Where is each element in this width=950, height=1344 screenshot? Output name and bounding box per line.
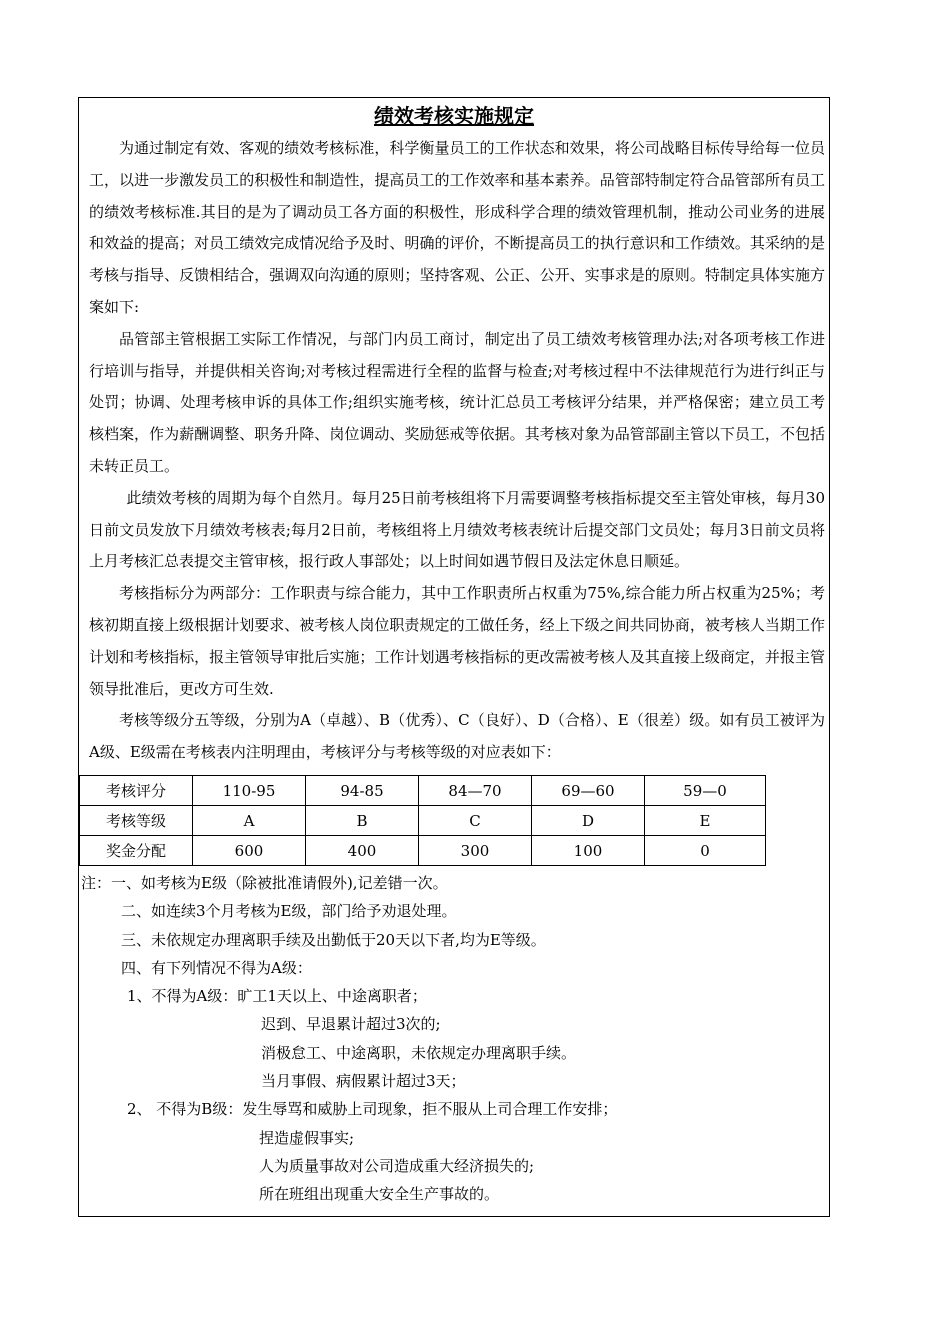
table-row [80, 776, 766, 806]
note-line: 捏造虚假事实; [259, 1128, 355, 1147]
paragraph-cycle: 此绩效考核的周期为每个自然月。每月25日前考核组将下月需要调整考核指标提交至主管处审核，每月30日前文员发放下月绩效考核表;每月2日前，考核组将上月绩效考核表统计后提交部门文员处；每月3日前文员将上月考核汇总表提交主管审核，报行政人事部处；以上时间如遇节假日及法定休息日顺延。 [89, 488, 825, 571]
document-body [89, 133, 825, 769]
document-title: 绩效考核实施规定 [374, 104, 534, 128]
table-cell: 100 [532, 836, 645, 866]
note-line: 注：一、如考核为E级（除被批准请假外),记差错一次。 [81, 874, 448, 892]
note-line: 迟到、早退累计超过3次的; [261, 1015, 441, 1034]
table-cell: 69—60 [532, 776, 645, 806]
table-cell: A [193, 806, 306, 836]
paragraph-grades: 考核等级分五等级，分别为A（卓越）、B（优秀）、C（良好）、D（合格）、E（很差）级。如有员工被评为A级、E级需在考核表内注明理由，考核评分与考核等级的对应表如下： [89, 711, 825, 762]
paragraph-indicators: 考核指标分为两部分：工作职责与综合能力，其中工作职责所占权重为75%,综合能力所占权重为25%；考核初期直接上级根据计划要求、被考核人岗位职责规定的工做任务，经上下级之间共同协商，被考核人当期工作计划和考核指标，报主管领导审批后实施；工作计划遇考核指标的更改需被考核人及其直接上级商定，并报主管领导批准后，更改方可生效. [89, 584, 825, 698]
table-cell: 400 [306, 836, 419, 866]
table-cell: C [419, 806, 532, 836]
note-line: 2、 不得为B级：发生辱骂和威胁上司现象，拒不服从上司合理工作安排； [127, 1100, 618, 1119]
note-line: 当月事假、病假累计超过3天； [261, 1072, 466, 1091]
row-label: 奖金分配 [80, 836, 193, 866]
note-line: 所在班组出现重大安全生产事故的。 [259, 1185, 500, 1204]
table-cell: 84—70 [419, 776, 532, 806]
note-line: 人为质量事故对公司造成重大经济损失的; [259, 1156, 535, 1175]
table-cell: 600 [193, 836, 306, 866]
table-cell: E [645, 806, 766, 836]
table-cell: 0 [645, 836, 766, 866]
notes-section [81, 869, 821, 1209]
paragraph-responsibilities: 品管部主管根据工实际工作情况，与部门内员工商讨，制定出了员工绩效考核管理办法;对各项考核工作进行培训与指导，并提供相关咨询;对考核过程需进行全程的监督与检查;对考核过程中不法律规范行为进行纠正与处罚；协调、处理考核申诉的具体工作;组织实施考核，统计汇总员工考核评分结果，并严格保密；建立员工考核档案，作为薪酬调整、职务升降、岗位调动、奖励惩戒等依据。其考核对象为品管部副主管以下员工，不包括未转正员工。 [89, 329, 825, 475]
table-cell: 59—0 [645, 776, 766, 806]
note-line: 三、未依规定办理离职手续及出勤低于20天以下者,均为E等级。 [121, 930, 546, 949]
table-row [80, 806, 766, 836]
note-line: 1、不得为A级：旷工1天以上、中途离职者； [127, 987, 427, 1006]
note-line: 消极怠工、中途离职，未依规定办理离职手续。 [261, 1043, 577, 1062]
table-cell: 94-85 [306, 776, 419, 806]
note-line: 四、有下列情况不得为A级： [121, 958, 312, 977]
document-frame [78, 97, 830, 1217]
note-line: 二、如连续3个月考核为E级，部门给予劝退处理。 [121, 902, 457, 921]
table-row [80, 836, 766, 866]
row-label: 考核评分 [80, 776, 193, 806]
table-cell: D [532, 806, 645, 836]
table-cell: 110-95 [193, 776, 306, 806]
paragraph-purpose: 为通过制定有效、客观的绩效考核标准，科学衡量员工的工作状态和效果，将公司战略目标传导给每一位员工，以进一步激发员工的积极性和制造性，提高员工的工作效率和基本素养。品管部特制定符合品管部所有员工的绩效考核标准.其目的是为了调动员工各方面的积极性，形成科学合理的绩效管理机制，推动公司业务的进展和效益的提高；对员工绩效完成情况给予及时、明确的评价，不断提高员工的执行意识和工作绩效。其采纳的是考核与指导、反馈相结合，强调双向沟通的原则；坚持客观、公正、公开、实事求是的原则。特制定具体实施方案如下: [89, 139, 825, 316]
grade-table [79, 775, 766, 866]
row-label: 考核等级 [80, 806, 193, 836]
table-cell: B [306, 806, 419, 836]
table-cell: 300 [419, 836, 532, 866]
